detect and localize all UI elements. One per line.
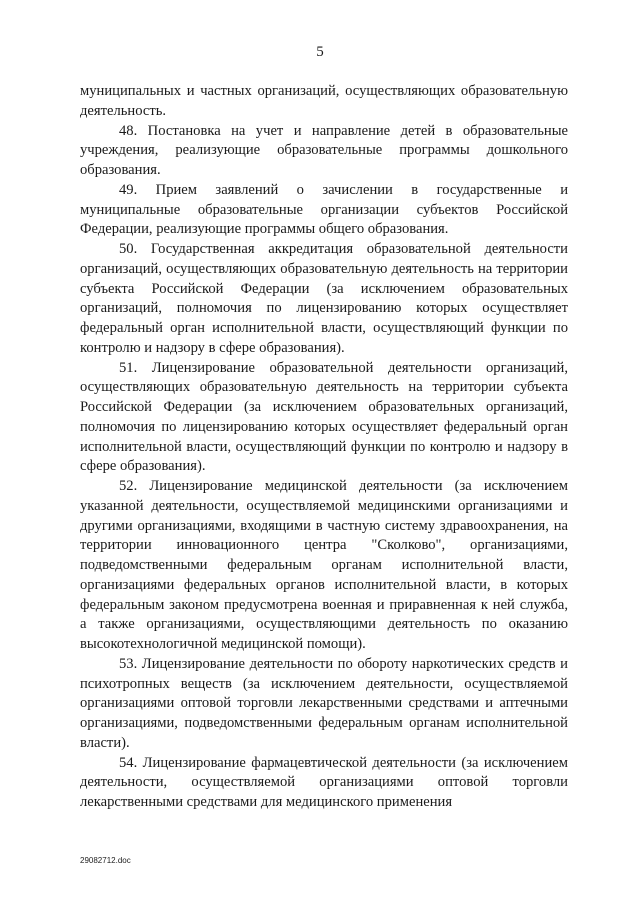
paragraph-52: 52. Лицензирование медицинской деятельности (за исключением указанной деятельности, осуществляемой медицинскими организациями и другими организациями, входящими в частную систему здравоохранения, на территории инновационного центра "Сколково", организациями, подведомственными федеральным органам исполнительной власти, организациями федеральных органов исполнительной власти, в которых федеральным законом предусмотрена военная и приравненная к ней служба, а также организациями, осуществляющими деятельность по оказанию высокотехнологичной медицинской помощи). bbox=[80, 478, 568, 652]
paragraph-48: 48. Постановка на учет и направление детей в образовательные учреждения, реализующие образовательные программы дошкольного образования. bbox=[80, 122, 568, 178]
paragraph-49: 49. Прием заявлений о зачислении в государственные и муниципальные образовательные организации субъектов Российской Федерации, реализующие программы общего образования. bbox=[80, 181, 568, 238]
document-body bbox=[80, 82, 568, 813]
document-file-code: 29082712.doc bbox=[80, 856, 131, 865]
paragraph-53: 53. Лицензирование деятельности по обороту наркотических средств и психотропных веществ (за исключением деятельности, осуществляемой организациями оптовой торговли лекарственными средствами и аптечными организациями, подведомственными федеральным органам исполнительной власти). bbox=[80, 655, 568, 751]
paragraph-54: 54. Лицензирование фармацевтической деятельности (за исключением деятельности, осуществляемой организациями оптовой торговли лекарственными средствами для медицинского применения bbox=[80, 754, 568, 810]
paragraph-50: 50. Государственная аккредитация образовательной деятельности организаций, осуществляющих образовательную деятельность на территории субъекта Российской Федерации (за исключением образовательных организаций, полномочия по лицензированию которых осуществляет федеральный орган исполнительной власти, осуществляющий функции по контролю и надзору в сфере образования). bbox=[80, 241, 568, 356]
paragraph-51: 51. Лицензирование образовательной деятельности организаций, осуществляющих образовательную деятельность на территории субъекта Российской Федерации (за исключением образовательных организаций, полномочия по лицензированию которых осуществляет федеральный орган исполнительной власти, осуществляющий функции по контролю и надзору в сфере образования). bbox=[80, 359, 568, 475]
page-number: 5 bbox=[316, 44, 324, 60]
paragraph-continuation: муниципальных и частных организаций, осуществляющих образовательную деятельность. bbox=[80, 83, 568, 119]
